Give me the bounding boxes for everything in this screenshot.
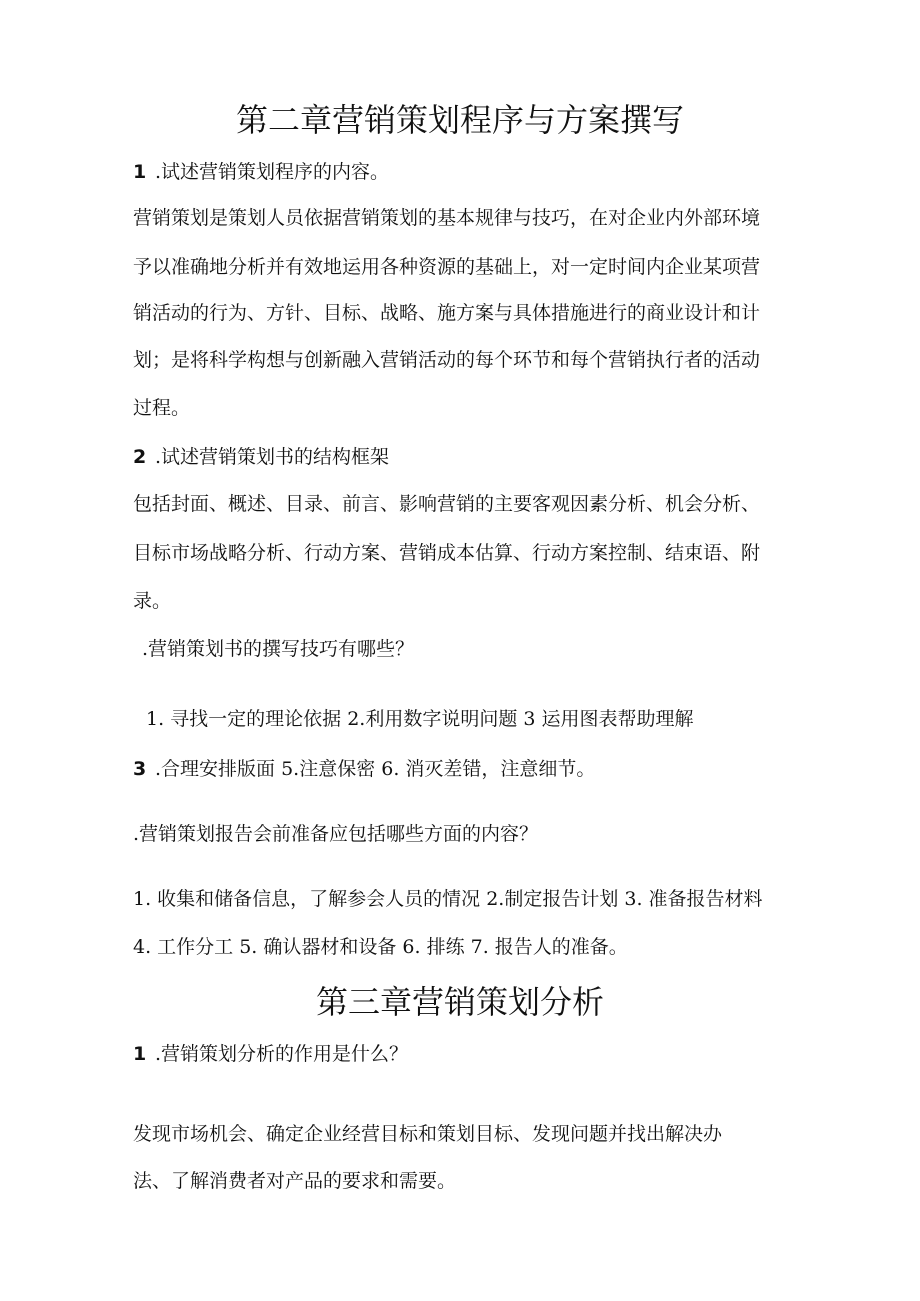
question-1: [133, 163, 389, 182]
question-3: .营销策划书的撰写技巧有哪些？: [142, 638, 415, 660]
question-2-text: .试述营销策划书的结构框架: [155, 446, 390, 468]
answer-3-line-2-text: .合理安排版面 5.注意保密 6. 消灭差错，注意细节。: [155, 758, 596, 780]
answer-2-line-1: 包括封面、概述、目录、前言、影响营销的主要客观因素分析、机会分析、: [133, 493, 761, 515]
question-2: [133, 448, 389, 467]
chapter-3-question-1: [133, 1045, 408, 1064]
question-2-number: 2: [133, 446, 147, 468]
chapter-2-title: 第二章营销策划程序与方案撰写: [235, 101, 684, 139]
question-1-text: .试述营销策划程序的内容。: [155, 161, 390, 183]
answer-1-line-4: 划；是将科学构想与创新融入营销活动的每个环节和每个营销执行者的活动: [133, 349, 761, 371]
answer-1-line-3: 销活动的行为、方针、目标、战略、施方案与具体措施进行的商业设计和计: [133, 302, 761, 324]
answer-4-line-1: 1. 收集和储备信息，了解参会人员的情况 2.制定报告计划 3. 准备报告材料: [133, 888, 763, 910]
chapter-3-question-1-text: .营销策划分析的作用是什么？: [155, 1043, 409, 1065]
answer-1-line-5: 过程。: [133, 397, 191, 419]
answer-1-line-1: 营销策划是策划人员依据营销策划的基本规律与技巧，在对企业内外部环境: [133, 207, 761, 229]
answer-3-line-2-number: 3: [133, 758, 147, 780]
answer-2-line-3: 录。: [133, 590, 172, 612]
chapter-3-title: 第三章营销策划分析: [315, 983, 604, 1021]
question-1-number: 1: [133, 161, 147, 183]
answer-3-line-2: [133, 760, 595, 779]
question-4: .营销策划报告会前准备应包括哪些方面的内容？: [133, 823, 539, 845]
chapter-3-answer-1-line-2: 法、了解消费者对产品的要求和需要。: [133, 1170, 457, 1192]
chapter-3-answer-1-line-1: 发现市场机会、确定企业经营目标和策划目标、发现问题并找出解决办: [133, 1123, 723, 1145]
answer-4-line-2: 4. 工作分工 5. 确认器材和设备 6. 排练 7. 报告人的准备。: [133, 936, 628, 958]
answer-1-line-2: 予以准确地分析并有效地运用各种资源的基础上，对一定时间内企业某项营: [133, 256, 761, 278]
answer-2-line-2: 目标市场战略分析、行动方案、营销成本估算、行动方案控制、结束语、附: [133, 542, 761, 564]
answer-3-line-1: 1. 寻找一定的理论依据 2.利用数字说明问题 3 运用图表帮助理解: [146, 708, 694, 730]
chapter-3-question-1-number: 1: [133, 1043, 147, 1065]
